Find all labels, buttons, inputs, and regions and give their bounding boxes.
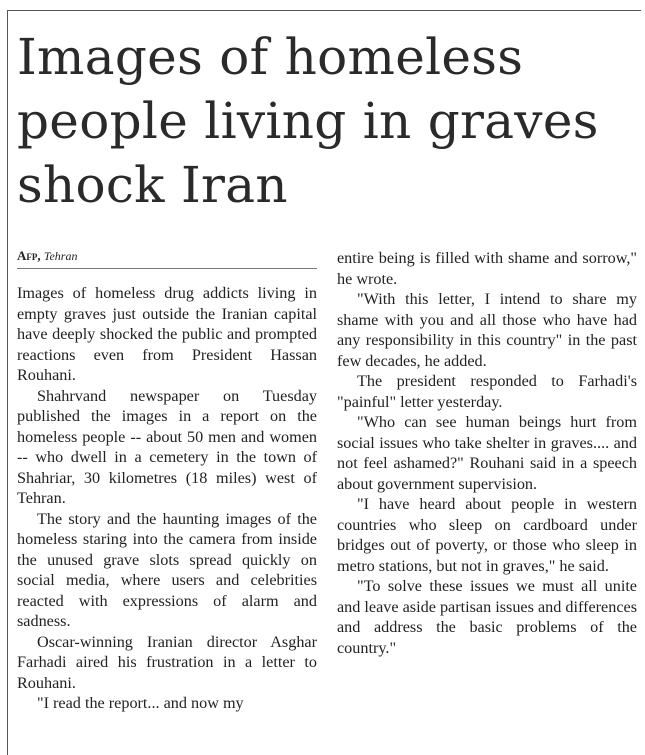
byline	[17, 248, 317, 269]
paragraph: Oscar-winning Iranian director Asghar Farhadi aired his frustration in a letter to Rouhani.	[17, 632, 317, 692]
headline: Images of homeless people living in graves shock Iran	[17, 28, 599, 214]
article-column-left	[17, 248, 317, 751]
paragraph: "Who can see human beings hurt from social issues who take shelter in graves.... and not feel ashamed?" Rouhani said in a speech about government supervision.	[337, 413, 637, 493]
paragraph: Shahrvand newspaper on Tuesday published the images in a report on the homeless people -- about 50 men and women -- who dwell in a cemetery in the town of Shahriar, 30 kilometres (18 miles) west of Tehran.	[17, 386, 317, 507]
byline-agency: Afp,	[17, 248, 41, 263]
paragraph: "I have heard about people in western countries who sleep on cardboard under bridges out of poverty, or those who sleep in metro stations, but not in graves," he said.	[337, 495, 637, 575]
byline-spacer	[17, 269, 317, 283]
paragraph: The president responded to Farhadi's "painful" letter yesterday.	[337, 372, 637, 411]
paragraph: The story and the haunting images of the homeless staring into the camera from inside the unused grave slots spread quickly on social media, where users and celebrities reacted with expressions of alarm and sadness.	[17, 509, 317, 630]
byline-city: Tehran	[43, 249, 78, 263]
paragraph: "With this letter, I intend to share my shame with you and all those who have had any responsibility in this country" in the past few decades, he added.	[337, 290, 637, 370]
paragraph: "I read the report... and now my	[37, 694, 244, 712]
paragraph: Images of homeless drug addicts living in empty graves just outside the Iranian capital have deeply shocked the public and prompted reactions even from President Hassan Rouhani.	[17, 284, 317, 384]
paragraph: "To solve these issues we must all unite and leave aside partisan issues and differences and address the basic problems of the country."	[337, 577, 637, 657]
paragraph: entire being is filled with shame and sorrow," he wrote.	[337, 249, 637, 288]
article-column-right	[337, 248, 637, 751]
